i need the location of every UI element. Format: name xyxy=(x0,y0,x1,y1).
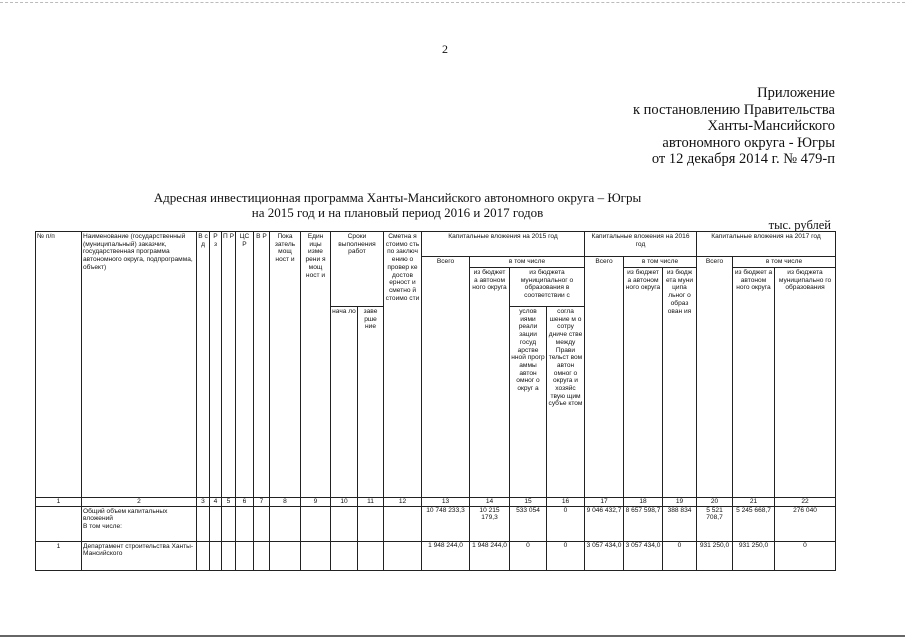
cell-total-2016: 3 057 434,0 xyxy=(585,541,624,570)
header-budget-ao-2015: из бюджет а автоном ного округа xyxy=(470,268,510,498)
header-csr: ЦС Р xyxy=(236,232,254,498)
col-number: 5 xyxy=(222,498,236,507)
cell-agreement-2015: 0 xyxy=(547,541,585,570)
appendix-line: к постановлению Правительства xyxy=(633,101,835,118)
cell-cond-gp-2015: 0 xyxy=(510,541,547,570)
scan-edge-top xyxy=(0,2,905,3)
investment-table xyxy=(35,231,836,571)
cell-total-2017: 931 250,0 xyxy=(697,541,733,570)
header-total-2016: Всего xyxy=(585,257,624,498)
cell-agreement-2015: 0 xyxy=(547,506,585,541)
appendix-line: от 12 декабря 2014 г. № 479-п xyxy=(651,151,835,167)
cell-budget-ao-2016: 3 057 434,0 xyxy=(624,541,663,570)
page-number: 2 xyxy=(442,42,448,56)
header-indicator: Пока затель мощ ност и xyxy=(270,232,301,498)
header-cap2016: Капитальные вложения на 2016 год xyxy=(585,232,697,257)
col-number: 18 xyxy=(624,498,663,507)
col-number: 10 xyxy=(331,498,358,507)
title-line: на 2015 год и на плановый период 2016 и 2017 годов xyxy=(251,205,544,220)
col-number: 1 xyxy=(36,498,82,507)
header-name: Наименование (государственный (муниципальный) заказчик, государственная программа автономного округа, подпрограмма, объект) xyxy=(82,232,197,498)
cell-budget-ao-2017: 931 250,0 xyxy=(733,541,775,570)
row-name xyxy=(82,506,197,541)
header-terms: Сроки выполнения работ xyxy=(331,232,384,307)
col-number: 9 xyxy=(301,498,331,507)
header-incl-2016: в том числе xyxy=(624,257,697,268)
col-number: 22 xyxy=(775,498,836,507)
col-number: 12 xyxy=(384,498,422,507)
cell-total-2015: 10 748 233,3 xyxy=(422,506,470,541)
header-incl-2015: в том числе xyxy=(470,257,585,268)
units-label: тыс. рублей xyxy=(768,218,831,232)
row-name-sub: В том числе: xyxy=(83,523,122,531)
col-number: 19 xyxy=(663,498,697,507)
header-total-2017: Всего xyxy=(697,257,733,498)
document-title xyxy=(0,190,795,220)
header-incl-2017: в том числе xyxy=(733,257,836,268)
header-mun-2017: из бюджета муниципально го образования xyxy=(775,268,836,498)
row-no xyxy=(36,506,82,541)
header-no: № п/п xyxy=(36,232,82,498)
header-rz: Р з xyxy=(210,232,222,498)
column-number-row xyxy=(36,498,836,507)
appendix-line: Ханты-Мансийского xyxy=(707,118,835,134)
cell-mun-2016: 0 xyxy=(663,541,697,570)
header-terms-end: заве рше ние xyxy=(358,307,384,498)
col-number: 7 xyxy=(254,498,270,507)
cell-cond-gp-2015: 533 054 xyxy=(510,506,547,541)
col-number: 2 xyxy=(82,498,197,507)
header-terms-start: нача ло xyxy=(331,307,358,498)
col-number: 8 xyxy=(270,498,301,507)
header-vsd: В с д xyxy=(197,232,210,498)
col-number: 15 xyxy=(510,498,547,507)
header-pr: П Р xyxy=(222,232,236,498)
appendix-block xyxy=(633,85,835,168)
header-budget-ao-2016: из бюджет а автоном ного округа xyxy=(624,268,663,498)
cell-total-2016: 9 046 432,7 xyxy=(585,506,624,541)
cell-total-2015: 1 948 244,0 xyxy=(422,541,470,570)
table-row xyxy=(36,541,836,570)
cell-budget-ao-2017: 5 245 668,7 xyxy=(733,506,775,541)
row-name-main: Общий объем капитальных вложений xyxy=(83,507,168,523)
table-row xyxy=(36,506,836,541)
header-budget-ao-2017: из бюджет а автоном ного округа xyxy=(733,268,775,498)
col-number: 3 xyxy=(197,498,210,507)
header-mun-2016: из бюдж ета муни ципа льног о образ ован ия xyxy=(663,268,697,498)
col-number: 6 xyxy=(236,498,254,507)
col-number: 21 xyxy=(733,498,775,507)
cell-total-2017: 5 521 708,7 xyxy=(697,506,733,541)
header-cond-gp: услов иями реали зации госуд арстве нной прогр аммы автон омног о округ а xyxy=(510,307,547,498)
col-number: 17 xyxy=(585,498,624,507)
col-number: 16 xyxy=(547,498,585,507)
header-mun-budget-2015: из бюджета муниципальног о образования в соответствии с xyxy=(510,268,585,307)
cell-mun-2016: 388 834 xyxy=(663,506,697,541)
header-cap2017: Капитальные вложения на 2017 год xyxy=(697,232,836,257)
header-agreement: согла шение м о сотру дниче стве между Прави тельст вом автон омног о округа и хозяйс твую щим субъе ктом xyxy=(547,307,585,498)
header-vr: В Р xyxy=(254,232,270,498)
header-cap2015: Капитальные вложения на 2015 год xyxy=(422,232,585,257)
appendix-line: Приложение xyxy=(757,85,835,101)
col-number: 4 xyxy=(210,498,222,507)
col-number: 14 xyxy=(470,498,510,507)
col-number: 13 xyxy=(422,498,470,507)
cell-budget-ao-2015: 10 215 179,3 xyxy=(470,506,510,541)
header-unit: Един ицы изме рени я мощ ност и xyxy=(301,232,331,498)
row-no: 1 xyxy=(36,541,82,570)
cell-mun-2017: 0 xyxy=(775,541,836,570)
col-number: 20 xyxy=(697,498,733,507)
header-estimate: Сметна я стоимо сть по заключ ению о провер ке достов ерност и сметно й стоимо сти xyxy=(384,232,422,498)
scan-edge-bottom xyxy=(0,635,905,637)
title-line: Адресная инвестиционная программа Ханты-Мансийского автономного округа – Югры xyxy=(153,190,642,205)
cell-budget-ao-2015: 1 948 244,0 xyxy=(470,541,510,570)
cell-mun-2017: 276 040 xyxy=(775,506,836,541)
appendix-line: автономного округа - Югры xyxy=(662,134,835,151)
col-number: 11 xyxy=(358,498,384,507)
header-total-2015: Всего xyxy=(422,257,470,498)
cell-budget-ao-2016: 8 657 598,7 xyxy=(624,506,663,541)
row-name: Департамент строительства Ханты-Мансийского xyxy=(82,541,197,570)
